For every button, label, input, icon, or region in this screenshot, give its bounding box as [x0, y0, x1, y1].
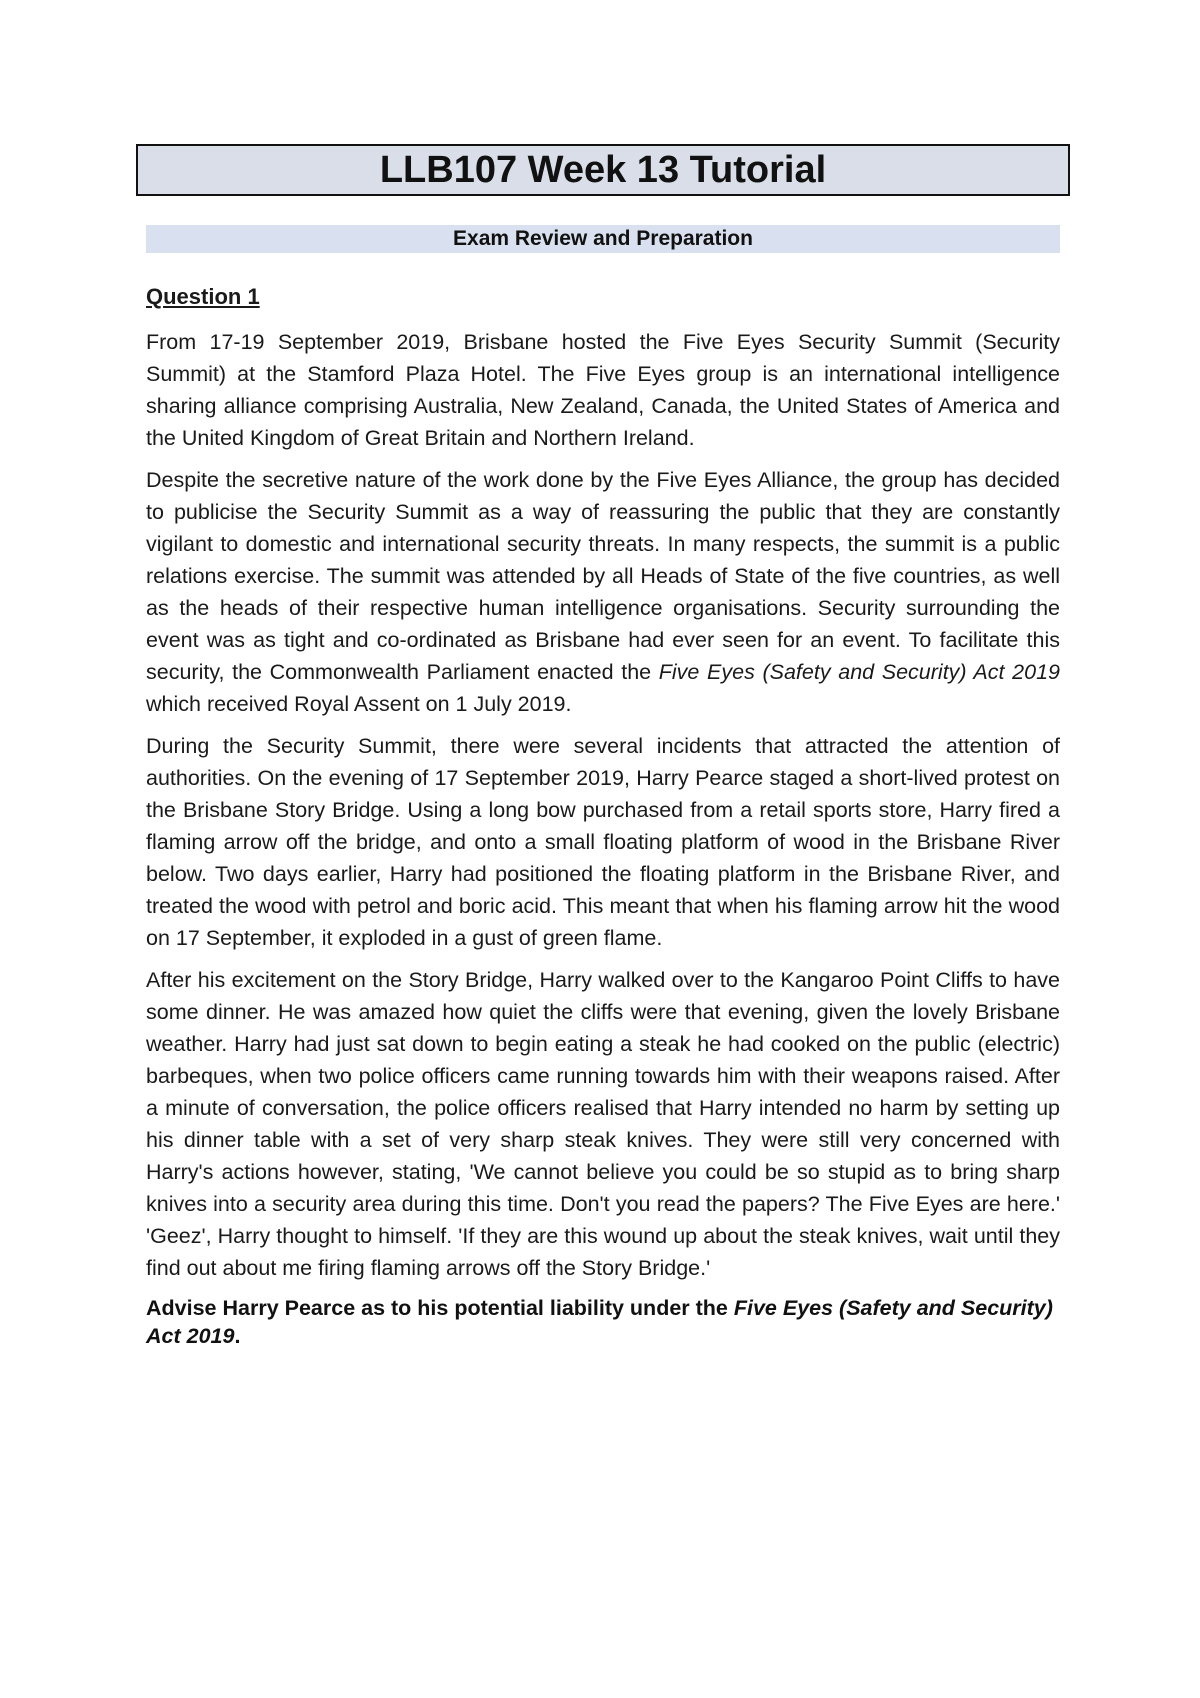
question-heading: Question 1	[146, 284, 260, 309]
document-title: LLB107 Week 13 Tutorial	[379, 149, 827, 191]
closing-text-after: .	[234, 1324, 241, 1348]
paragraph-3: During the Security Summit, there were several incidents that attracted the attention of authorities. On the evening of 17 September 2019, Harry Pearce staged a short-lived protest on the Brisbane Story Bridge. Using a long bow purchased from a retail sports store, Harry fired a flaming arrow off the bridge, and onto a small floating platform of wood in the Brisbane River below. Two days earlier, Harry had positioned the floating platform in the Brisbane River, and treated the wood with petrol and boric acid. This meant that when his flaming arrow hit the wood on 17 September, it exploded in a gust of green flame.	[146, 734, 1060, 950]
paragraph-2	[146, 464, 1060, 720]
subtitle-bar	[146, 225, 1060, 253]
closing-act-title: Five Eyes (Safety and Security) Act 2019	[146, 1296, 1053, 1348]
act-title-italic: Five Eyes (Safety and Security) Act 2019	[658, 660, 1060, 684]
document-subtitle: Exam Review and Preparation	[453, 227, 753, 250]
document-body	[146, 282, 1060, 1350]
closing-text-before: Advise Harry Pearce as to his potential liability under the	[146, 1296, 734, 1320]
paragraph-2-text-after: which received Royal Assent on 1 July 2019.	[146, 692, 572, 716]
closing-instruction	[146, 1294, 1060, 1350]
title-box	[136, 144, 1070, 196]
paragraph-2-text-before: Despite the secretive nature of the work done by the Five Eyes Alliance, the group has decided to publicise the Security Summit as a way of reassuring the public that they are constantly vigilant to domestic and international security threats. In many respects, the summit is a public relations exercise. The summit was attended by all Heads of State of the five countries, as well as the heads of their respective human intelligence organisations. Security surrounding the event was as tight and co-ordinated as Brisbane had ever seen for an event. To facilitate this security, the Commonwealth Parliament enacted the	[146, 468, 1060, 684]
paragraph-4: After his excitement on the Story Bridge, Harry walked over to the Kangaroo Point Cliffs to have some dinner. He was amazed how quiet the cliffs were that evening, given the lovely Brisbane weather. Harry had just sat down to begin eating a steak he had cooked on the public (electric) barbeques, when two police officers came running towards him with their weapons raised. After a minute of conversation, the police officers realised that Harry intended no harm by setting up his dinner table with a set of very sharp steak knives. They were still very concerned with Harry's actions however, stating, 'We cannot believe you could be so stupid as to bring sharp knives into a security area during this time. Don't you read the papers? The Five Eyes are here.' 'Geez', Harry thought to himself. 'If they are this wound up about the steak knives, wait until they find out about me firing flaming arrows off the Story Bridge.'	[146, 968, 1060, 1280]
paragraph-1: From 17-19 September 2019, Brisbane hosted the Five Eyes Security Summit (Security Summit) at the Stamford Plaza Hotel. The Five Eyes group is an international intelligence sharing alliance comprising Australia, New Zealand, Canada, the United States of America and the United Kingdom of Great Britain and Northern Ireland.	[146, 330, 1060, 450]
